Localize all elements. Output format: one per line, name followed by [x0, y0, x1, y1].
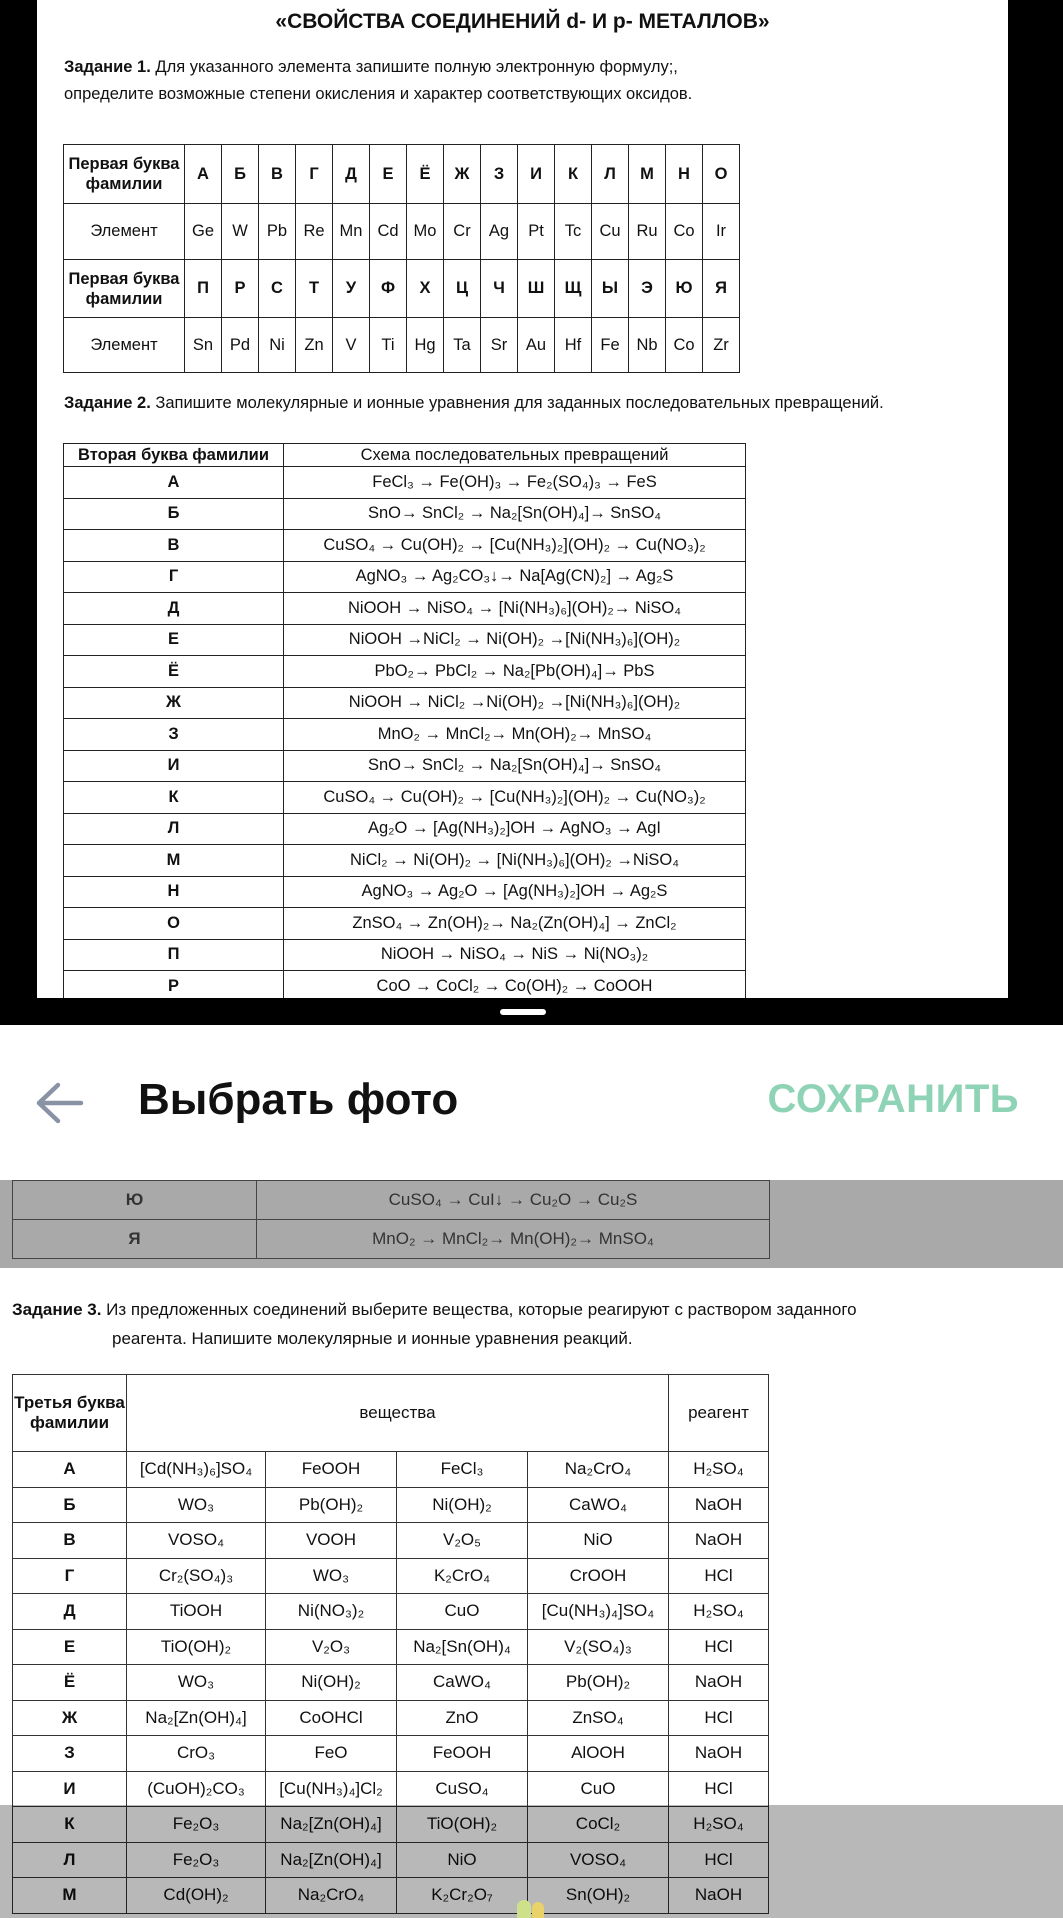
table-row [13, 1629, 769, 1665]
element-cell: Ir [703, 204, 740, 260]
letter-cell: Щ [555, 260, 592, 318]
element-cell: Co [666, 204, 703, 260]
element-cell: V [333, 318, 370, 373]
substance-cell: Na₂[Zn(OH)₄] [266, 1842, 397, 1878]
element-cell: Cr [444, 204, 481, 260]
row-letter: Р [64, 971, 284, 999]
row-letter: Е [64, 624, 284, 656]
letter-cell: Ы [592, 260, 629, 318]
substance-cell: CrO₃ [127, 1736, 266, 1772]
element-cell: Ta [444, 318, 481, 373]
home-indicator[interactable] [500, 1009, 546, 1015]
reagent-cell: HCl [669, 1629, 769, 1665]
first-letter-header: Первая буква фамилии [64, 260, 185, 318]
scheme-cell: MnO₂ → MnCl₂→ Mn(OH)₂→ MnSO₄ [257, 1220, 770, 1259]
substance-cell: CaWO₄ [397, 1665, 528, 1701]
element-cell: Ti [370, 318, 407, 373]
row-letter: Л [64, 813, 284, 845]
letter-cell: Ж [444, 145, 481, 204]
substance-cell: Cd(OH)₂ [127, 1878, 266, 1914]
substance-cell: Ni(OH)₂ [266, 1665, 397, 1701]
save-button[interactable]: СОХРАНИТЬ [767, 1077, 1019, 1121]
row-letter: П [64, 939, 284, 971]
substance-cell: Fe₂O₃ [127, 1842, 266, 1878]
table-row [13, 1487, 769, 1523]
elements-table [63, 144, 740, 373]
substance-cell: [Cu(NH₃)₄]Cl₂ [266, 1771, 397, 1807]
table-row [13, 1842, 769, 1878]
element-cell: Co [666, 318, 703, 373]
scheme-cell: NiOOH → NiSO₄ → [Ni(NH₃)₆](OH)₂→ NiSO₄ [284, 593, 746, 625]
row-letter: Г [64, 561, 284, 593]
row-letter: Ж [64, 687, 284, 719]
letter-cell: У [333, 260, 370, 318]
transformations-table [63, 443, 746, 998]
table-row [64, 876, 746, 908]
row-letter: К [64, 782, 284, 814]
reagent-cell: H₂SO₄ [669, 1594, 769, 1630]
row-letter: Д [64, 593, 284, 625]
element-cell: Fe [592, 318, 629, 373]
substance-cell: VOSO₄ [528, 1842, 669, 1878]
substance-cell: TiO(OH)₂ [397, 1807, 528, 1843]
substance-cell: V₂O₅ [397, 1523, 528, 1559]
substance-cell: [Cd(NH₃)₆]SO₄ [127, 1452, 266, 1488]
element-cell: Pb [259, 204, 296, 260]
substance-cell: Cr₂(SO₄)₃ [127, 1558, 266, 1594]
substance-cell: WO₃ [266, 1558, 397, 1594]
task2-body: Запишите молекулярные и ионные уравнения для заданных последовательных превращений. [155, 394, 884, 412]
scheme-cell: AgNO₃ → Ag₂CO₃↓→ Na[Ag(CN)₂] → Ag₂S [284, 561, 746, 593]
arrow-left-icon [34, 1081, 84, 1125]
table-row [13, 1771, 769, 1807]
reagent-cell: HCl [669, 1558, 769, 1594]
letter-cell: В [259, 145, 296, 204]
element-cell: Au [518, 318, 555, 373]
worksheet-title: «СВОЙСТВА СОЕДИНЕНИЙ d- И p- МЕТАЛЛОВ» [275, 10, 770, 33]
table-row [64, 593, 746, 625]
scheme-cell: PbO₂→ PbCl₂ → Na₂[Pb(OH)₄]→ PbS [284, 656, 746, 688]
screen-title: Выбрать фото [138, 1075, 459, 1124]
row-letter: Ё [64, 656, 284, 688]
letter-cell: К [555, 145, 592, 204]
element-cell: Hg [407, 318, 444, 373]
letter-cell: Н [666, 145, 703, 204]
app-logo-icon [532, 1902, 544, 1918]
element-cell: Zn [296, 318, 333, 373]
scheme-header: Схема последовательных превращений [284, 444, 746, 467]
table-row [13, 1665, 769, 1701]
element-cell: W [222, 204, 259, 260]
element-cell: Hf [555, 318, 592, 373]
scheme-cell: NiOOH →NiCl₂ → Ni(OH)₂ →[Ni(NH₃)₆](OH)₂ [284, 624, 746, 656]
table-row [64, 530, 746, 562]
row-letter: А [13, 1452, 127, 1488]
substance-cell: CuO [397, 1594, 528, 1630]
task3-text [12, 1295, 1012, 1353]
substance-cell: VOOH [266, 1523, 397, 1559]
letter-cell: Е [370, 145, 407, 204]
row-letter: З [13, 1736, 127, 1772]
table-row [13, 1558, 769, 1594]
substance-cell: ZnSO₄ [528, 1700, 669, 1736]
task2-text [64, 390, 984, 417]
reagent-cell: NaOH [669, 1523, 769, 1559]
letter-cell: О [703, 145, 740, 204]
substance-cell: FeO [266, 1736, 397, 1772]
reagent-cell: H₂SO₄ [669, 1807, 769, 1843]
scheme-cell: SnO→ SnCl₂ → Na₂[Sn(OH)₄]→ SnSO₄ [284, 498, 746, 530]
row-letter: И [64, 750, 284, 782]
second-letter-header: Вторая буква фамилии [64, 444, 284, 467]
letter-cell: Ё [407, 145, 444, 204]
row-letter: А [64, 467, 284, 499]
scheme-cell: ZnSO₄ → Zn(OH)₂→ Na₂(Zn(OH)₄] → ZnCl₂ [284, 908, 746, 940]
substance-cell: NiO [528, 1523, 669, 1559]
scheme-cell: MnO₂ → MnCl₂→ Mn(OH)₂→ MnSO₄ [284, 719, 746, 751]
element-cell: Sr [481, 318, 518, 373]
substance-cell: TiO(OH)₂ [127, 1629, 266, 1665]
task3-line1: Из предложенных соединений выберите вещества, которые реагируют с раствором заданного [106, 1300, 857, 1319]
scheme-cell: AgNO₃ → Ag₂O → [Ag(NH₃)₂]OH → Ag₂S [284, 876, 746, 908]
element-cell: Pd [222, 318, 259, 373]
letter-cell: Л [592, 145, 629, 204]
row-letter: Ж [13, 1700, 127, 1736]
row-letter: Н [64, 876, 284, 908]
element-cell: Cu [592, 204, 629, 260]
row-letter: З [64, 719, 284, 751]
substance-cell: WO₃ [127, 1665, 266, 1701]
transformations-table-tail [12, 1180, 770, 1259]
substance-cell: CrOOH [528, 1558, 669, 1594]
task1-line1: Для указанного элемента запишите полную электронную формулу;, [155, 58, 678, 76]
row-letter: Ю [13, 1181, 257, 1220]
row-letter: М [64, 845, 284, 877]
task3-label: Задание 3. [12, 1300, 102, 1319]
substance-cell: Sn(OH)₂ [528, 1878, 669, 1914]
letter-cell: Г [296, 145, 333, 204]
element-cell: Ge [185, 204, 222, 260]
letter-cell: С [259, 260, 296, 318]
row-letter: В [64, 530, 284, 562]
substance-cell: AlOOH [528, 1736, 669, 1772]
letter-cell: А [185, 145, 222, 204]
substance-cell: FeCl₃ [397, 1452, 528, 1488]
letter-cell: Т [296, 260, 333, 318]
scheme-cell: NiOOH → NiCl₂ →Ni(OH)₂ →[Ni(NH₃)₆](OH)₂ [284, 687, 746, 719]
element-cell: Ag [481, 204, 518, 260]
substance-cell: ZnO [397, 1700, 528, 1736]
substance-cell: CaWO₄ [528, 1487, 669, 1523]
letter-cell: Ф [370, 260, 407, 318]
letter-cell: И [518, 145, 555, 204]
row-letter: Я [13, 1220, 257, 1259]
back-button[interactable] [34, 1081, 84, 1125]
element-cell: Zr [703, 318, 740, 373]
table-row [64, 687, 746, 719]
row-letter: Е [13, 1629, 127, 1665]
letter-cell: Ш [518, 260, 555, 318]
substance-cell: Na₂CrO₄ [528, 1452, 669, 1488]
scheme-cell: NiOOH → NiSO₄ → NiS → Ni(NO₃)₂ [284, 939, 746, 971]
row-letter: Г [13, 1558, 127, 1594]
third-letter-header: Третья буква фамилии [13, 1375, 127, 1452]
substances-header: вещества [127, 1375, 669, 1452]
table-row [13, 1878, 769, 1914]
substance-cell: Pb(OH)₂ [528, 1665, 669, 1701]
task1-label: Задание 1. [64, 58, 151, 76]
reagent-cell: NaOH [669, 1736, 769, 1772]
table-row [64, 782, 746, 814]
substance-cell: CoCl₂ [528, 1807, 669, 1843]
table-row [64, 750, 746, 782]
first-letter-header: Первая буква фамилии [64, 145, 185, 204]
element-cell: Re [296, 204, 333, 260]
substance-cell: Fe₂O₃ [127, 1807, 266, 1843]
reagent-cell: HCl [669, 1771, 769, 1807]
substance-cell: Ni(NO₃)₂ [266, 1594, 397, 1630]
element-cell: Nb [629, 318, 666, 373]
table-row [64, 813, 746, 845]
substance-cell: Ni(OH)₂ [397, 1487, 528, 1523]
substance-cell: Na₂[Zn(OH)₄] [127, 1700, 266, 1736]
table-row [64, 908, 746, 940]
task1-text [64, 54, 984, 108]
row-letter: К [13, 1807, 127, 1843]
table-row [64, 467, 746, 499]
substance-cell: TiOOH [127, 1594, 266, 1630]
substance-cell: V₂O₃ [266, 1629, 397, 1665]
row-letter: М [13, 1878, 127, 1914]
element-cell: Cd [370, 204, 407, 260]
table-row [13, 1181, 770, 1220]
reagent-header: реагент [669, 1375, 769, 1452]
app-logo-icon [517, 1900, 531, 1918]
scheme-cell: SnO→ SnCl₂ → Na₂[Sn(OH)₄]→ SnSO₄ [284, 750, 746, 782]
letter-cell: Ч [481, 260, 518, 318]
element-cell: Ru [629, 204, 666, 260]
task1-line2: определите возможные степени окисления и характер соответствующих оксидов. [64, 85, 693, 103]
reagent-cell: NaOH [669, 1487, 769, 1523]
table-row [13, 1807, 769, 1843]
reagent-cell: H₂SO₄ [669, 1452, 769, 1488]
table-row [64, 719, 746, 751]
table-row [13, 1594, 769, 1630]
letter-cell: Б [222, 145, 259, 204]
substance-cell: WO₃ [127, 1487, 266, 1523]
row-letter: Б [64, 498, 284, 530]
substance-cell: CuO [528, 1771, 669, 1807]
element-cell: Pt [518, 204, 555, 260]
substances-table [12, 1374, 769, 1914]
reagent-cell: NaOH [669, 1665, 769, 1701]
letter-cell: Д [333, 145, 370, 204]
letter-cell: П [185, 260, 222, 318]
substance-cell: K₂Cr₂O₇ [397, 1878, 528, 1914]
element-cell: Tc [555, 204, 592, 260]
scheme-cell: Ag₂O → [Ag(NH₃)₂]OH → AgNO₃ → AgI [284, 813, 746, 845]
substance-cell: FeOOH [397, 1736, 528, 1772]
letter-cell: Ю [666, 260, 703, 318]
substance-cell: CuSO₄ [397, 1771, 528, 1807]
app-bar [0, 1025, 1063, 1180]
table-row [13, 1220, 770, 1259]
table-row [64, 561, 746, 593]
substance-cell: K₂CrO₄ [397, 1558, 528, 1594]
table-row [64, 971, 746, 999]
table-row [13, 1736, 769, 1772]
table-row [64, 939, 746, 971]
letter-cell: Х [407, 260, 444, 318]
substance-cell: NiO [397, 1842, 528, 1878]
element-cell: Ni [259, 318, 296, 373]
element-cell: Sn [185, 318, 222, 373]
worksheet-photo [37, 0, 1008, 998]
element-label: Элемент [64, 204, 185, 260]
task3-line2: реагента. Напишите молекулярные и ионные уравнения реакций. [112, 1329, 633, 1348]
substance-cell: FeOOH [266, 1452, 397, 1488]
letter-cell: Р [222, 260, 259, 318]
substance-cell: Na₂CrO₄ [266, 1878, 397, 1914]
substance-cell: VOSO₄ [127, 1523, 266, 1559]
substance-cell: Na₂[Sn(OH)₄ [397, 1629, 528, 1665]
substance-cell: [Cu(NH₃)₄]SO₄ [528, 1594, 669, 1630]
table-row [13, 1700, 769, 1736]
letter-cell: М [629, 145, 666, 204]
element-label: Элемент [64, 318, 185, 373]
substance-cell: Pb(OH)₂ [266, 1487, 397, 1523]
substance-cell: CoOHCl [266, 1700, 397, 1736]
substance-cell: Na₂[Zn(OH)₄] [266, 1807, 397, 1843]
reagent-cell: HCl [669, 1842, 769, 1878]
substance-cell: V₂(SO₄)₃ [528, 1629, 669, 1665]
row-letter: Д [13, 1594, 127, 1630]
table-row [64, 624, 746, 656]
letter-cell: Ц [444, 260, 481, 318]
row-letter: О [64, 908, 284, 940]
row-letter: В [13, 1523, 127, 1559]
table-row [13, 1523, 769, 1559]
reagent-cell: NaOH [669, 1878, 769, 1914]
table-row [64, 498, 746, 530]
element-cell: Mo [407, 204, 444, 260]
scheme-cell: CoO → CoCl₂ → Co(OH)₂ → CoOOH [284, 971, 746, 999]
letter-cell: З [481, 145, 518, 204]
row-letter: Л [13, 1842, 127, 1878]
reagent-cell: HCl [669, 1700, 769, 1736]
row-letter: И [13, 1771, 127, 1807]
table-row [64, 845, 746, 877]
letter-cell: Э [629, 260, 666, 318]
scheme-cell: NiCl₂ → Ni(OH)₂ → [Ni(NH₃)₆](OH)₂ →NiSO₄ [284, 845, 746, 877]
scheme-cell: FeCl₃ → Fe(OH)₃ → Fe₂(SO₄)₃ → FeS [284, 467, 746, 499]
task2-label: Задание 2. [64, 394, 151, 412]
table-row [13, 1452, 769, 1488]
scheme-cell: CuSO₄ → Cu(OH)₂ → [Cu(NH₃)₂](OH)₂ → Cu(NO₃)₂ [284, 782, 746, 814]
substance-cell: (CuOH)₂CO₃ [127, 1771, 266, 1807]
row-letter: Ё [13, 1665, 127, 1701]
table-row [64, 656, 746, 688]
scheme-cell: CuSO₄ → Cu(OH)₂ → [Cu(NH₃)₂](OH)₂ → Cu(NO₃)₂ [284, 530, 746, 562]
photo-crop-area[interactable] [0, 1180, 1063, 1918]
letter-cell: Я [703, 260, 740, 318]
row-letter: Б [13, 1487, 127, 1523]
scheme-cell: CuSO₄ → CuI↓ → Cu₂O → Cu₂S [257, 1181, 770, 1220]
element-cell: Mn [333, 204, 370, 260]
